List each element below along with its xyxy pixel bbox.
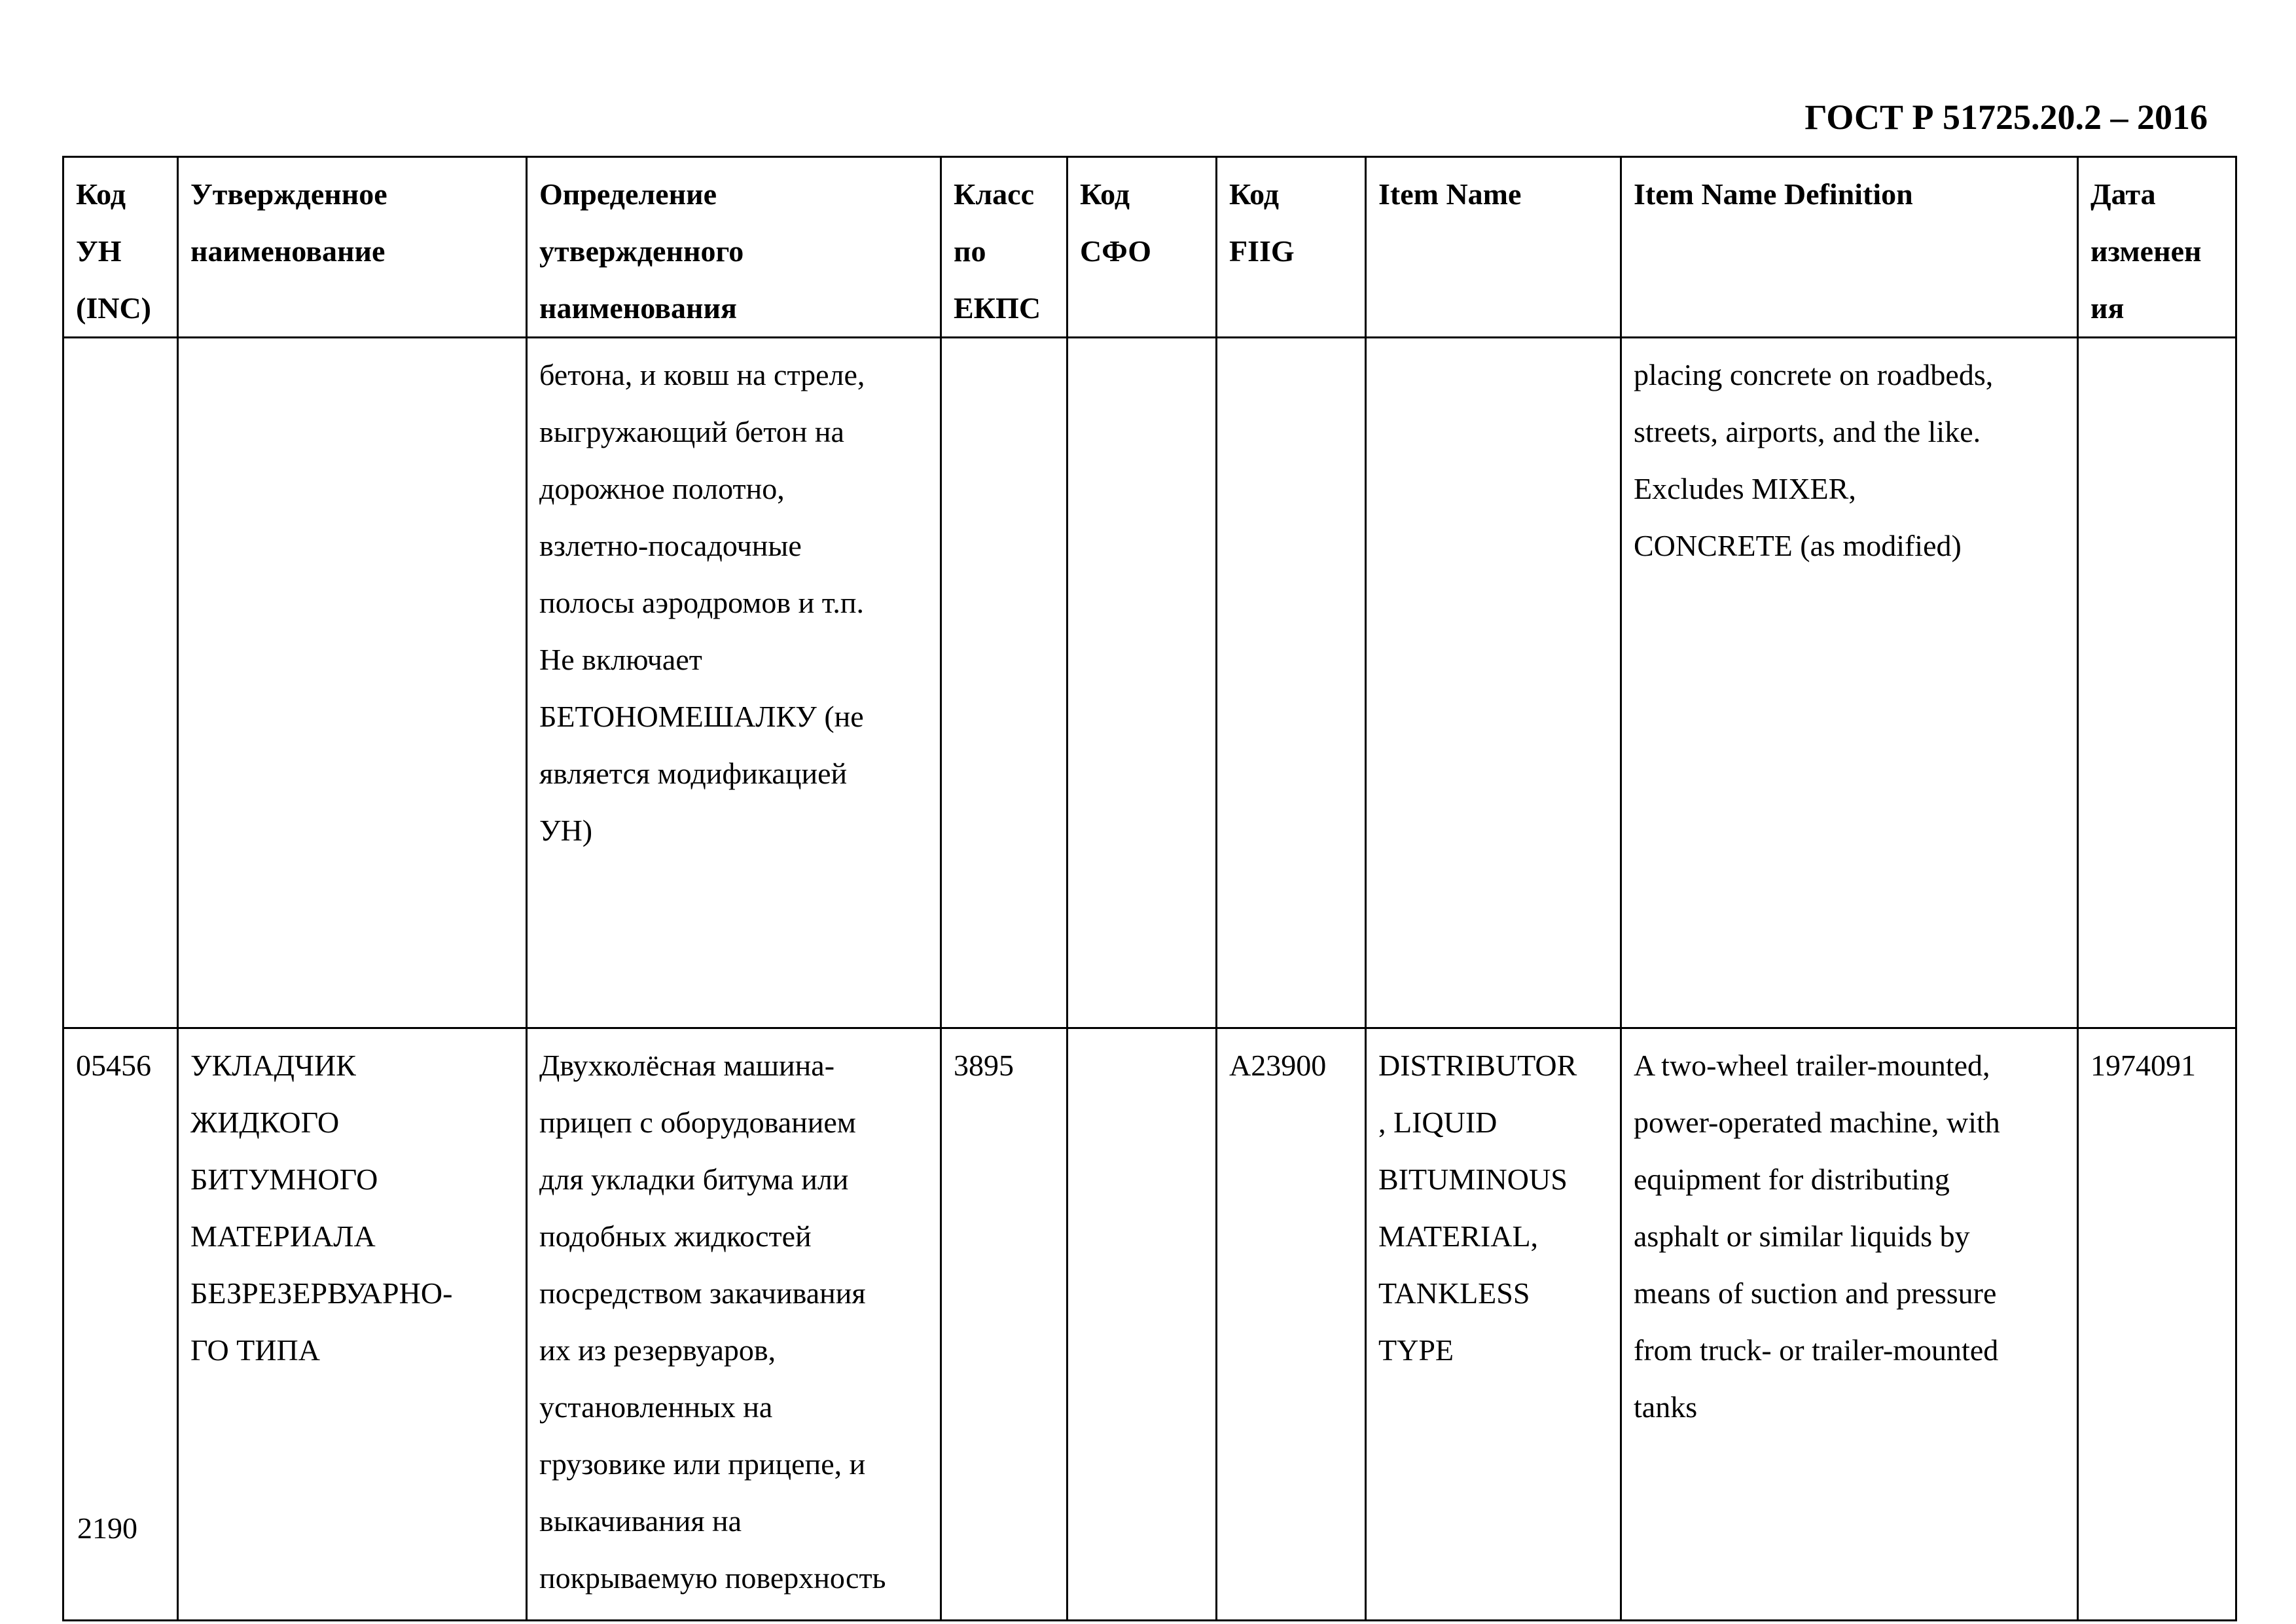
cell-text-line: Не включает	[539, 643, 702, 676]
header-approved-name	[178, 157, 527, 338]
cell-item-name-definition	[1621, 1028, 2078, 1621]
cell-text-line: TYPE	[1378, 1333, 1454, 1367]
cell-text-line: placing concrete on roadbeds,	[1634, 358, 1994, 391]
cell-text-line: Класс	[954, 177, 1034, 211]
cell-text-line: TANKLESS	[1378, 1276, 1530, 1310]
cell-text-line: tanks	[1634, 1390, 1698, 1424]
cell-text-line: прицеп с оборудованием	[539, 1106, 856, 1139]
page-number: 2190	[77, 1511, 137, 1545]
cell-change-date	[2078, 338, 2236, 1028]
cell-text-line: MATERIAL,	[1378, 1219, 1539, 1253]
cell-text-line: FIIG	[1229, 234, 1295, 268]
header-name-definition	[527, 157, 941, 338]
document-id-header: ГОСТ Р 51725.20.2 – 2016	[1804, 98, 2208, 137]
cell-name-definition	[527, 338, 941, 1028]
header-fiig-code	[1217, 157, 1366, 338]
header-item-name	[1366, 157, 1621, 338]
cell-text-line: наименования	[539, 291, 737, 325]
cell-text-line: полосы аэродромов и т.п.	[539, 586, 865, 619]
cell-text-line: для укладки битума или	[539, 1163, 849, 1196]
table-row	[63, 338, 2236, 1028]
cell-text-line: УН)	[539, 814, 593, 847]
cell-text-line: means of suction and pressure	[1634, 1276, 1997, 1310]
cell-text-line: , LIQUID	[1378, 1106, 1498, 1139]
cell-text-line: является модификацией	[539, 757, 848, 790]
cell-text-line: взлетно-посадочные	[539, 529, 802, 562]
cell-text-line: Код	[1080, 177, 1130, 211]
cell-text-line: Excludes MIXER,	[1634, 472, 1856, 505]
cell-text-line: Код	[1229, 177, 1280, 211]
cell-text-line: Утвержденное	[190, 177, 387, 211]
cell-change-date	[2078, 1028, 2236, 1621]
cell-text-line: power-operated machine, with	[1634, 1106, 2000, 1139]
cell-text-line: equipment for distributing	[1634, 1163, 1950, 1196]
cell-text-line: выгружающий бетон на	[539, 415, 844, 448]
cell-class	[941, 338, 1067, 1028]
cell-text-line: ЖИДКОГО	[190, 1106, 340, 1139]
cell-class	[941, 1028, 1067, 1621]
header-change-date	[2078, 157, 2236, 338]
cell-sfo-code	[1067, 1028, 1217, 1621]
cell-text-line: установленных на	[539, 1390, 773, 1424]
cell-text-line: дорожное полотно,	[539, 472, 785, 505]
cell-text-line: 05456	[76, 1049, 151, 1082]
cell-inc-code	[63, 338, 178, 1028]
cell-text-line: бетона, и ковш на стреле,	[539, 358, 865, 391]
cell-text-line: Item Name Definition	[1634, 177, 1913, 211]
table-header-row	[63, 157, 2236, 338]
cell-text-line: выкачивания на	[539, 1504, 742, 1538]
cell-text-line: по	[954, 234, 986, 268]
cell-text-line: Дата	[2090, 177, 2156, 211]
cell-text-line: утвержденного	[539, 234, 744, 268]
cell-text-line: streets, airports, and the like.	[1634, 415, 1981, 448]
cell-text-line: Код	[76, 177, 126, 211]
cell-text-line: (INC)	[76, 291, 151, 325]
cell-text-line: ГО ТИПА	[190, 1333, 320, 1367]
cell-text-line: Item Name	[1378, 177, 1522, 211]
cell-text-line: наименование	[190, 234, 386, 268]
cell-text-line: 1974091	[2090, 1049, 2196, 1082]
header-sfo-code	[1067, 157, 1217, 338]
header-item-name-definition	[1621, 157, 2078, 338]
cell-sfo-code	[1067, 338, 1217, 1028]
cell-text-line: from truck- or trailer-mounted	[1634, 1333, 1999, 1367]
cell-approved-name	[178, 338, 527, 1028]
cell-text-line: A two-wheel trailer-mounted,	[1634, 1049, 1990, 1082]
cell-text-line: CONCRETE (as modified)	[1634, 529, 1962, 562]
cell-text-line: УКЛАДЧИК	[190, 1049, 356, 1082]
header-class	[941, 157, 1067, 338]
cell-text-line: ЕКПС	[954, 291, 1041, 325]
cell-text-line: asphalt or similar liquids by	[1634, 1219, 1970, 1253]
cell-text-line: Двухколёсная машина-	[539, 1049, 835, 1082]
cell-text-line: СФО	[1080, 234, 1152, 268]
cell-text-line: БЕЗРЕЗЕРВУАРНО-	[190, 1276, 453, 1310]
cell-text-line: БИТУМНОГО	[190, 1163, 378, 1196]
cell-item-name-definition	[1621, 338, 2078, 1028]
cell-text-line: МАТЕРИАЛА	[190, 1219, 376, 1253]
cell-fiig-code	[1217, 338, 1366, 1028]
cell-text-line: БЕТОНОМЕШАЛКУ (не	[539, 700, 864, 733]
cell-text-line: Определение	[539, 177, 717, 211]
item-names-table	[62, 156, 2237, 1621]
cell-fiig-code	[1217, 1028, 1366, 1621]
cell-text-line: посредством закачивания	[539, 1276, 866, 1310]
cell-text-line: ия	[2090, 291, 2125, 325]
cell-text-line: 3895	[954, 1049, 1014, 1082]
table-row	[63, 1028, 2236, 1621]
cell-text-line: изменен	[2090, 234, 2202, 268]
cell-text-line: A23900	[1229, 1049, 1327, 1082]
cell-text-line: грузовике или прицепе, и	[539, 1447, 866, 1481]
cell-item-name	[1366, 338, 1621, 1028]
cell-text-line: покрываемую поверхность	[539, 1561, 886, 1595]
cell-approved-name	[178, 1028, 527, 1621]
cell-name-definition	[527, 1028, 941, 1621]
header-inc-code	[63, 157, 178, 338]
cell-text-line: DISTRIBUTOR	[1378, 1049, 1577, 1082]
cell-text-line: подобных жидкостей	[539, 1219, 812, 1253]
cell-text-line: УН	[76, 234, 122, 268]
cell-text-line: их из резервуаров,	[539, 1333, 776, 1367]
cell-item-name	[1366, 1028, 1621, 1621]
cell-text-line: BITUMINOUS	[1378, 1163, 1568, 1196]
